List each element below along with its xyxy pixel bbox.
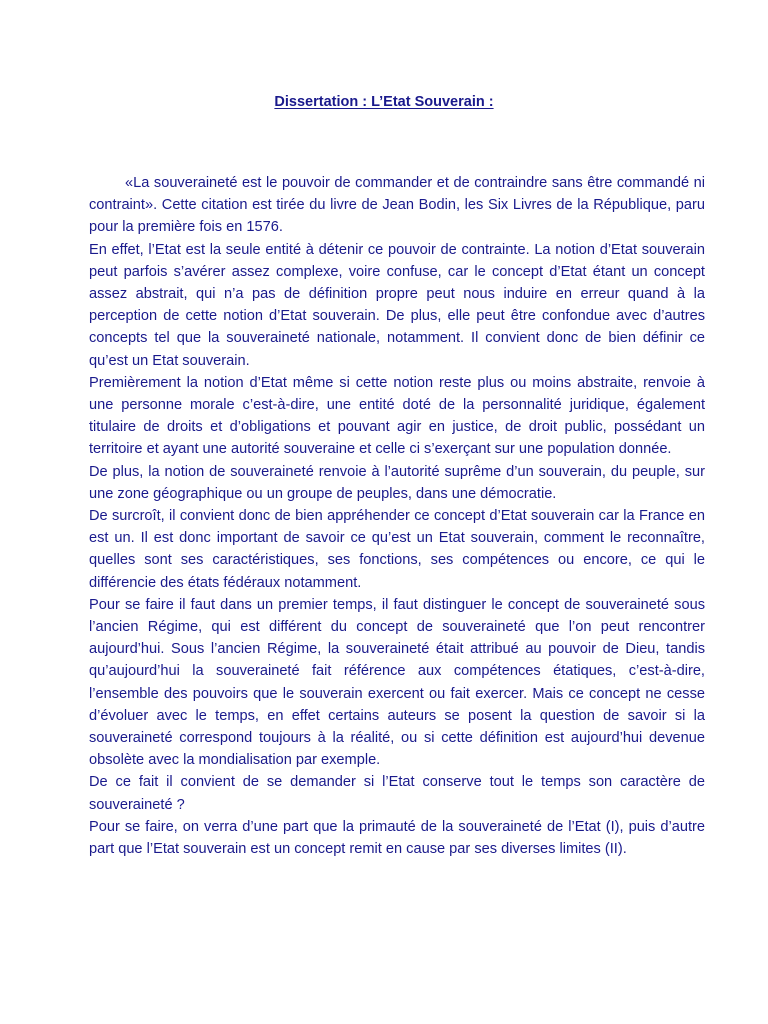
paragraph-2: En effet, l’Etat est la seule entité à détenir ce pouvoir de contrainte. La notion d’Etat souverain peut parfois s’avérer assez complexe, voire confuse, car le concept d’Etat étant un concept assez abstrait, qui n’a pas de définition propre peut nous induire en erreur quand à la perception de cette notion d’Etat souverain. De plus, elle peut être confondue avec d’autres concepts tel que la souveraineté nationale, notamment. Il convient donc de bien définir ce qu’est un Etat souverain.	[89, 241, 705, 369]
paragraph-7: De ce fait il convient de se demander si l’Etat conserve tout le temps son caractère de souveraineté ?	[89, 774, 705, 813]
paragraph-4: De plus, la notion de souveraineté renvoie à l’autorité suprême d’un souverain, du peuple, sur une zone géographique ou un groupe de peuples, dans une démocratie.	[89, 463, 705, 502]
paragraph-1: «La souveraineté est le pouvoir de commander et de contraindre sans être commandé ni contraint». Cette citation est tirée du livre de Jean Bodin, les Six Livres de la République, paru pour la première fois en 1576.	[89, 175, 705, 236]
paragraph-3: Premièrement la notion d’Etat même si cette notion reste plus ou moins abstraite, renvoie à une personne morale c’est-à-dire, une entité doté de la personnalité juridique, également titulaire de droits et d’obligations et pouvant agir en justice, de droit public, possédant un territoire et ayant une autorité souveraine et celle ci s’exerçant sur une population donnée.	[89, 374, 705, 458]
paragraph-6: Pour se faire il faut dans un premier temps, il faut distinguer le concept de souveraineté sous l’ancien Régime, qui est différent du concept de souveraineté que l’on peut rencontrer aujourd’hui. Sous l’ancien Régime, la souveraineté était attribué au pouvoir de Dieu, tandis qu’aujourd’hui la souveraineté fait référence aux compétences étatiques, c’est-à-dire, l’ensemble des pouvoirs que le souverain exercent ou fait exercer. Mais ce concept ne cesse d’évoluer avec le temps, en effet certains auteurs se posent la question de savoir si la souveraineté correspond toujours à la réalité, ou si cette définition est aujourd’hui devenue obsolète avec la mondialisation par exemple.	[89, 596, 705, 769]
paragraph-8: Pour se faire, on verra d’une part que la primauté de la souveraineté de l’Etat (I), puis d’autre part que l’Etat souverain est un concept remit en cause par ses diverses limites (II).	[89, 818, 705, 858]
document-body	[89, 172, 705, 860]
document-title: Dissertation : L’Etat Souverain :	[274, 94, 494, 110]
paragraph-5: De surcroît, il convient donc de bien appréhender ce concept d’Etat souverain car la France en est un. Il est donc important de savoir ce qu’est un Etat souverain, comment le reconnaître, quelles sont ses caractéristiques, ses fonctions, ses compétences ou encore, ce qui le différencie des états fédéraux notamment.	[89, 508, 705, 591]
